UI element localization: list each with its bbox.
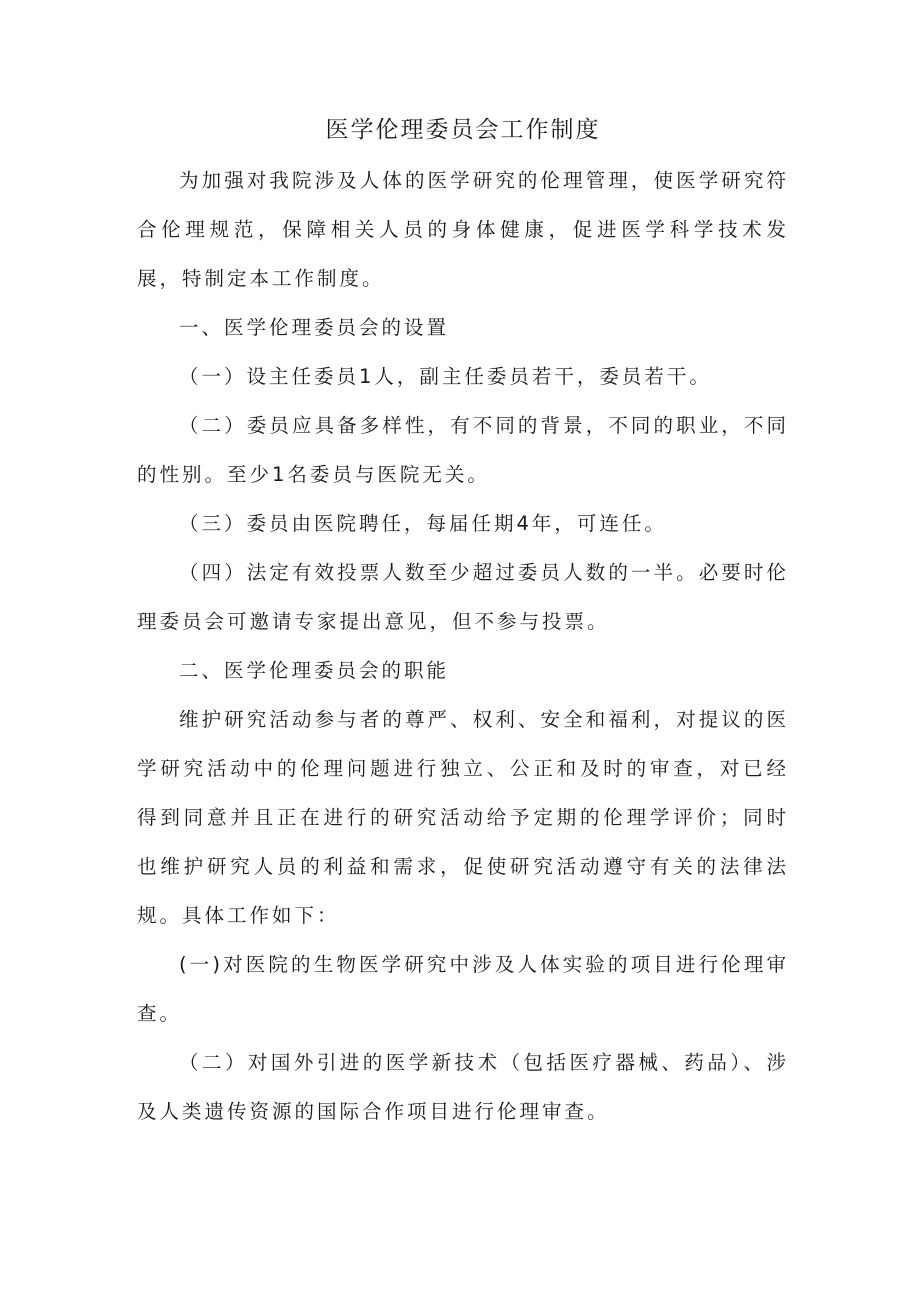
section-heading-functions: 二、医学伦理委员会的职能 xyxy=(179,659,450,682)
setup-item-2: （二）委员应具备多样性，有不同的背景，不同的职业，不同的性别。至少1名委员与医院无关。 xyxy=(137,414,789,486)
setup-item-1: （一）设主任委员1人，副主任委员若干，委员若干。 xyxy=(179,365,712,388)
setup-item-3: （三）委员由医院聘任，每届任期4年，可连任。 xyxy=(179,512,667,535)
intro-paragraph: 为加强对我院涉及人体的医学研究的伦理管理，使医学研究符合伦理规范，保障相关人员的身体健康，促进医学科学技术发展，特制定本工作制度。 xyxy=(137,169,789,290)
functions-item-1: (一)对医院的生物医学研究中涉及人体实验的项目进行伦理审查。 xyxy=(137,953,789,1025)
document-title: 医学伦理委员会工作制度 xyxy=(325,117,601,143)
section-heading-setup: 一、医学伦理委员会的设置 xyxy=(179,316,450,339)
document-page xyxy=(137,104,789,1136)
setup-item-4: （四）法定有效投票人数至少超过委员人数的一半。必要时伦理委员会可邀请专家提出意见，但不参与投票。 xyxy=(137,561,789,633)
functions-item-2: （二）对国外引进的医学新技术（包括医疗器械、药品）、涉及人类遗传资源的国际合作项目进行伦理审查。 xyxy=(137,1051,789,1123)
functions-paragraph: 维护研究活动参与者的尊严、权利、安全和福利，对提议的医学研究活动中的伦理问题进行独立、公正和及时的审查，对已经得到同意并且正在进行的研究活动给予定期的伦理学评价；同时也维护研究人员的利益和需求，促使研究活动遵守有关的法律法规。具体工作如下： xyxy=(137,708,789,927)
